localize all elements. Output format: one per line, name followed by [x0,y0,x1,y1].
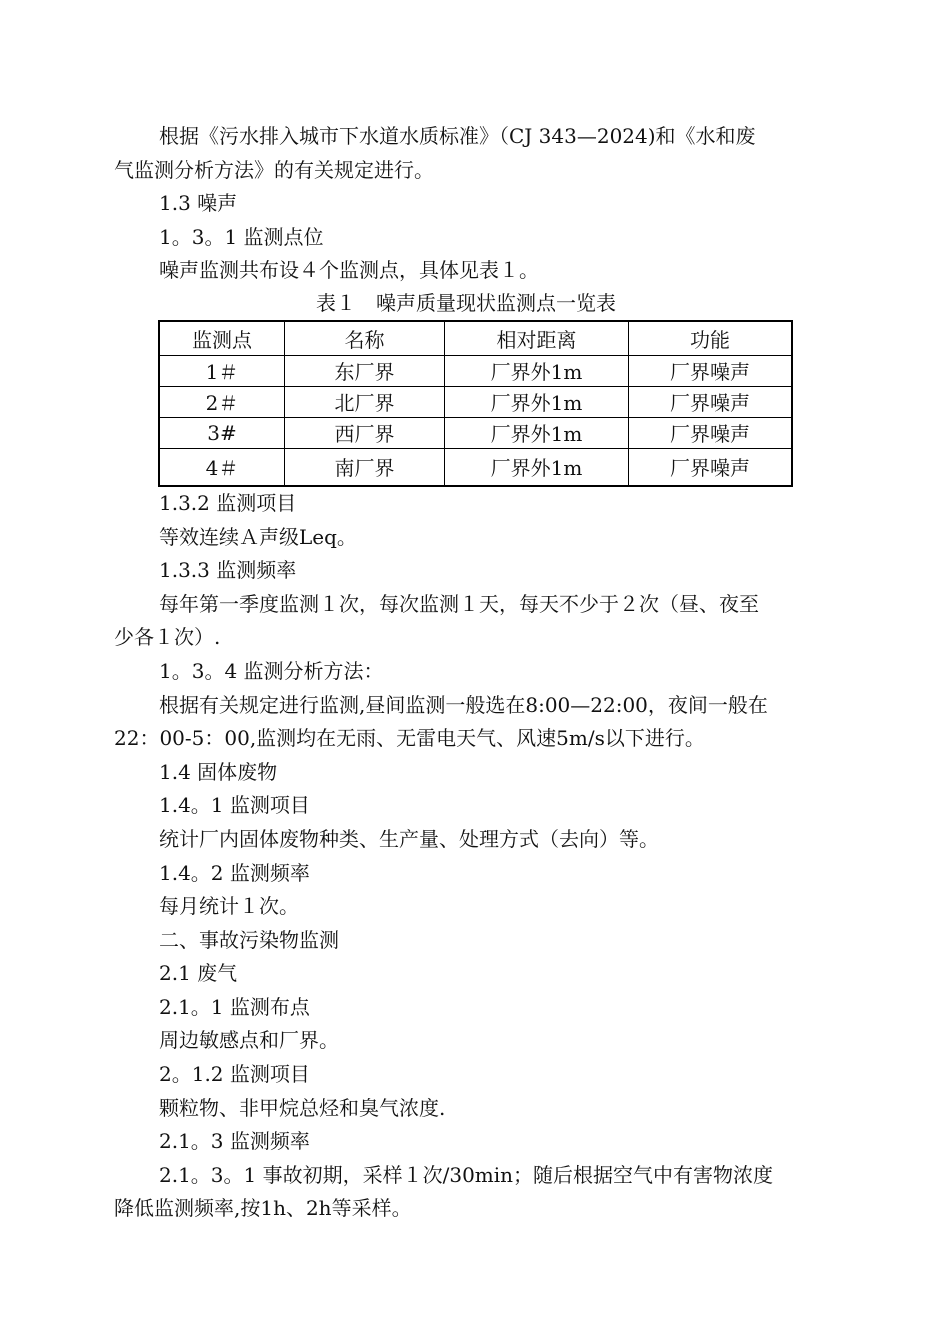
table-cell: 厂界噪声 [629,386,793,417]
paragraph-line: 1.3 噪声 [159,191,238,216]
paragraph-line: 每月统计１次。 [159,894,299,919]
paragraph-line: 2.1。3 监测频率 [159,1129,310,1154]
paragraph-line: 2。1.2 监测项目 [159,1062,310,1087]
paragraph-line: 22：00-5：00,监测均在无雨、无雷电天气、风速5m/s以下进行。 [114,726,705,751]
paragraph-line: 颗粒物、非甲烷总烃和臭气浓度. [159,1095,446,1120]
table-cell: 厂界外1m [445,386,629,417]
paragraph-line: 噪声监测共布设４个监测点，具体见表１。 [159,258,539,283]
table-header-cell: 监测点 [159,321,285,356]
table-cell: 4＃ [159,448,285,486]
table-header-cell: 相对距离 [445,321,629,356]
table-row [159,417,792,448]
paragraph-line: 降低监测频率,按1h、2h等采样。 [114,1196,412,1221]
document-page [114,120,838,1226]
text-block-top [114,120,838,288]
paragraph-line: 二、事故污染物监测 [159,927,339,952]
paragraph-line: 1.4。1 监测项目 [159,793,310,818]
paragraph-line: 气监测分析方法》的有关规定进行。 [114,157,434,182]
paragraph-line: 1。3。1 监测点位 [159,224,324,249]
paragraph-line: 1.4。2 监测频率 [159,860,310,885]
table-cell: 2＃ [159,386,285,417]
table-header-cell: 名称 [285,321,445,356]
table-cell: 厂界外1m [445,417,629,448]
table-cell: 南厂界 [285,448,445,486]
table-cell: 厂界噪声 [629,448,793,486]
table-row [159,386,792,417]
table-header-cell: 功能 [629,321,793,356]
table-cell: 厂界外1m [445,355,629,386]
paragraph-line: 1。3。4 监测分析方法： [159,658,384,683]
paragraph-line: 2.1 废气 [159,961,238,986]
table-cell: 厂界噪声 [629,355,793,386]
paragraph-line: 根据有关规定进行监测,昼间监测一般选在8:00—22:00，夜间一般在 [159,692,768,717]
table-row [159,448,792,486]
paragraph-line: 1.4 固体废物 [159,759,278,784]
table-cell: 1＃ [159,355,285,386]
paragraph-line: 2.1。3。1 事故初期，采样１次/30min；随后根据空气中有害物浓度 [159,1162,774,1187]
paragraph-line: 1.3.2 监测项目 [159,490,297,515]
text-block-bottom [114,487,838,1226]
table-cell: 北厂界 [285,386,445,417]
table-cell: 厂界外1m [445,448,629,486]
paragraph-line: 周边敏感点和厂界。 [159,1028,339,1053]
table-cell: 西厂界 [285,417,445,448]
paragraph-line: 统计厂内固体废物种类、生产量、处理方式（去向）等。 [159,826,659,851]
paragraph-line: 1.3.3 监测频率 [159,558,297,583]
table-caption: 表１ 噪声质量现状监测点一览表 [316,290,616,315]
paragraph-line: 少各１次）. [114,625,221,650]
paragraph-line: 根据《污水排入城市下水道水质标准》（CJ 343—2024)和《水和废 [159,124,756,148]
noise-monitoring-table [158,320,793,487]
table-header-row [159,321,792,356]
paragraph-line: 每年第一季度监测１次，每次监测１天，每天不少于２次（昼、夜至 [159,591,759,616]
table-cell: 3# [159,417,285,448]
table-row [159,355,792,386]
paragraph-line: 2.1。1 监测布点 [159,994,310,1019]
table-cell: 东厂界 [285,355,445,386]
table-cell: 厂界噪声 [629,417,793,448]
paragraph-line: 等效连续Ａ声级Leq。 [159,524,357,549]
